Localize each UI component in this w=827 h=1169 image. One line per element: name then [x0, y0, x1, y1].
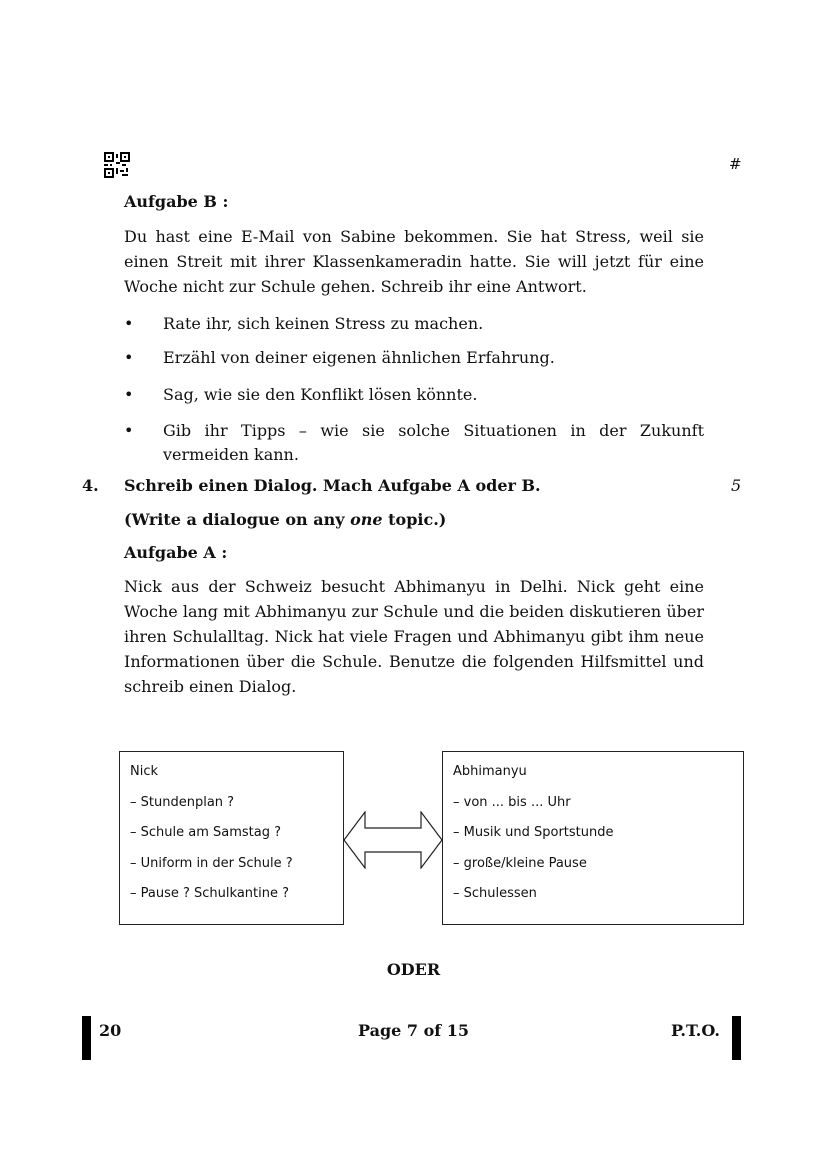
footer-right-bar: [732, 1016, 741, 1060]
pto-label: P.T.O.: [671, 1021, 720, 1040]
nick-box-title: Nick: [130, 764, 159, 779]
footer-code: 20: [99, 1021, 122, 1040]
corner-mark: #: [729, 155, 742, 173]
task-a-title: Aufgabe A :: [124, 543, 228, 562]
list-item: – Schulessen: [453, 886, 537, 901]
abhimanyu-box: [442, 751, 744, 925]
bullet-icon: •: [124, 348, 134, 367]
bullet-icon: •: [124, 385, 134, 404]
bullet-text: Gib ihr Tipps – wie sie solche Situationen in der Zukunft vermeiden kann.: [163, 421, 704, 464]
task-a-prompt: Nick aus der Schweiz besucht Abhimanyu in Delhi. Nick geht eine Woche lang mit Abhimanyu zur Schule und die beiden diskutieren über ihren Schulalltag. Nick hat viele Fragen und Abhimanyu gibt ihm neue Informationen über die Schule. Benutze die folgenden Hilfsmittel und schreib einen Dialog.: [124, 577, 704, 696]
list-item: – Pause ? Schulkantine ?: [130, 886, 290, 901]
list-item: – große/kleine Pause: [453, 856, 587, 871]
task-b-prompt: Du hast eine E-Mail von Sabine bekommen. Sie hat Stress, weil sie einen Streit mit ihrer Klassenkameradin hatte. Sie will jetzt für eine Woche nicht zur Schule gehen. Schreib ihr eine Antwort.: [124, 227, 704, 296]
bullet-text: Rate ihr, sich keinen Stress zu machen.: [163, 314, 484, 333]
list-item: – Schule am Samstag ?: [130, 825, 282, 840]
question-number: 4.: [82, 476, 99, 495]
question-marks: 5: [731, 476, 742, 495]
bullet-icon: •: [124, 421, 134, 440]
question-english-instruction: (Write a dialogue on any one topic.): [124, 510, 447, 529]
question-title: Schreib einen Dialog. Mach Aufgabe A oder B.: [124, 476, 541, 495]
abhimanyu-box-title: Abhimanyu: [453, 764, 527, 779]
bullet-text: Sag, wie sie den Konflikt lösen könnte.: [163, 385, 478, 404]
bullet-icon: •: [124, 314, 134, 333]
bullet-text: Erzähl von deiner eigenen ähnlichen Erfahrung.: [163, 348, 555, 367]
nick-box: [119, 751, 344, 925]
double-arrow-icon: [343, 811, 443, 869]
list-item: – Uniform in der Schule ?: [130, 856, 293, 871]
list-item: – Stundenplan ?: [130, 795, 235, 810]
list-item: – Musik und Sportstunde: [453, 825, 614, 840]
oder-separator: ODER: [386, 960, 441, 979]
list-item: – von ... bis ... Uhr: [453, 795, 571, 810]
qr-code-icon: [104, 152, 130, 178]
task-b-title: Aufgabe B :: [124, 192, 229, 211]
page-number: Page 7 of 15: [358, 1021, 469, 1040]
